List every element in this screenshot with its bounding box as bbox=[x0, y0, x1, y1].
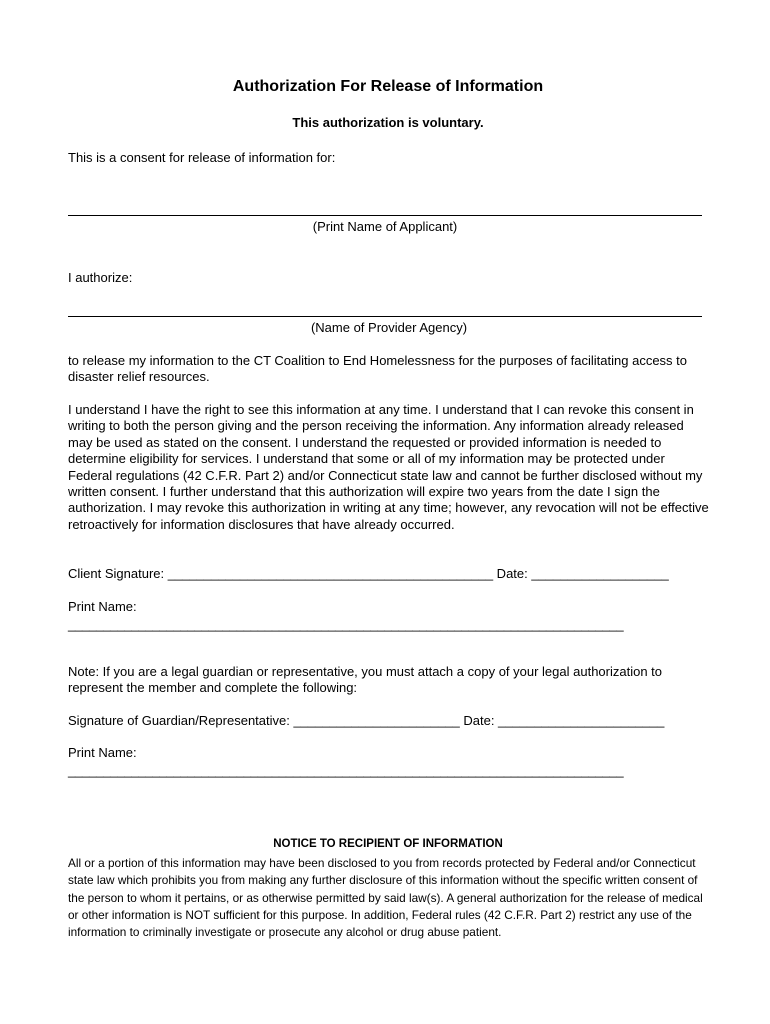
applicant-name-line[interactable] bbox=[68, 215, 702, 216]
voluntary-subtitle: This authorization is voluntary. bbox=[292, 115, 484, 130]
release-statement: to release my information to the CT Coalition to End Homelessness for the purposes of facilitating access to disaster relief resources. bbox=[68, 353, 688, 385]
i-authorize-label: I authorize: bbox=[68, 270, 133, 285]
print-name-line-2[interactable]: _______________________________________________________________________________ bbox=[68, 763, 624, 778]
print-name-label-1: Print Name: bbox=[68, 599, 137, 614]
consent-intro: This is a consent for release of information for: bbox=[68, 150, 336, 165]
guardian-signature-row[interactable]: Signature of Guardian/Representative: _______________________ Date: _______________________ bbox=[68, 713, 665, 728]
provider-agency-line[interactable] bbox=[68, 316, 702, 317]
notice-heading: NOTICE TO RECIPIENT OF INFORMATION bbox=[273, 838, 503, 850]
guardian-note: Note: If you are a legal guardian or representative, you must attach a copy of your legal authorization to represent the member and complete the following: bbox=[68, 664, 663, 696]
print-name-line-1[interactable]: _______________________________________________________________________________ bbox=[68, 617, 624, 632]
provider-agency-caption: (Name of Provider Agency) bbox=[310, 320, 468, 335]
client-signature-row[interactable]: Client Signature: _____________________________________________ Date: ___________________ bbox=[68, 566, 669, 581]
notice-text: All or a portion of this information may have been disclosed to you from records protected by Federal and/or Connecticut state law which prohibits you from making any further disclosure of this information without the specific written consent of the person to whom it pertains, or as otherwise permitted by said law(s). A general authorization for the release of medical or other information is NOT sufficient for this purpose. In addition, Federal rules (42 C.F.R. Part 2) restrict any use of the information to criminally investigate or prosecute any alcohol or drug abuse patient. bbox=[68, 856, 703, 940]
understanding-statement: I understand I have the right to see this information at any time. I understand that I can revoke this consent in writing to both the person giving and the person receiving the information. Any information already released may be used as stated on the consent. I understand the requested or provided information is needed to determine eligibility for services. I understand that some or all of my information may be protected under Federal regulations (42 C.F.R. Part 2) and/or Connecticut state law and cannot be further disclosed without my written consent. I further understand that this authorization will expire two years from the date I sign the authorization. I may revoke this authorization in writing at any time; however, any revocation will not be effective retroactively for information disclosures that have already occurred. bbox=[68, 402, 709, 532]
print-name-label-2: Print Name: bbox=[68, 745, 137, 760]
document-title: Authorization For Release of Information bbox=[232, 78, 544, 95]
applicant-name-caption: (Print Name of Applicant) bbox=[312, 219, 458, 234]
